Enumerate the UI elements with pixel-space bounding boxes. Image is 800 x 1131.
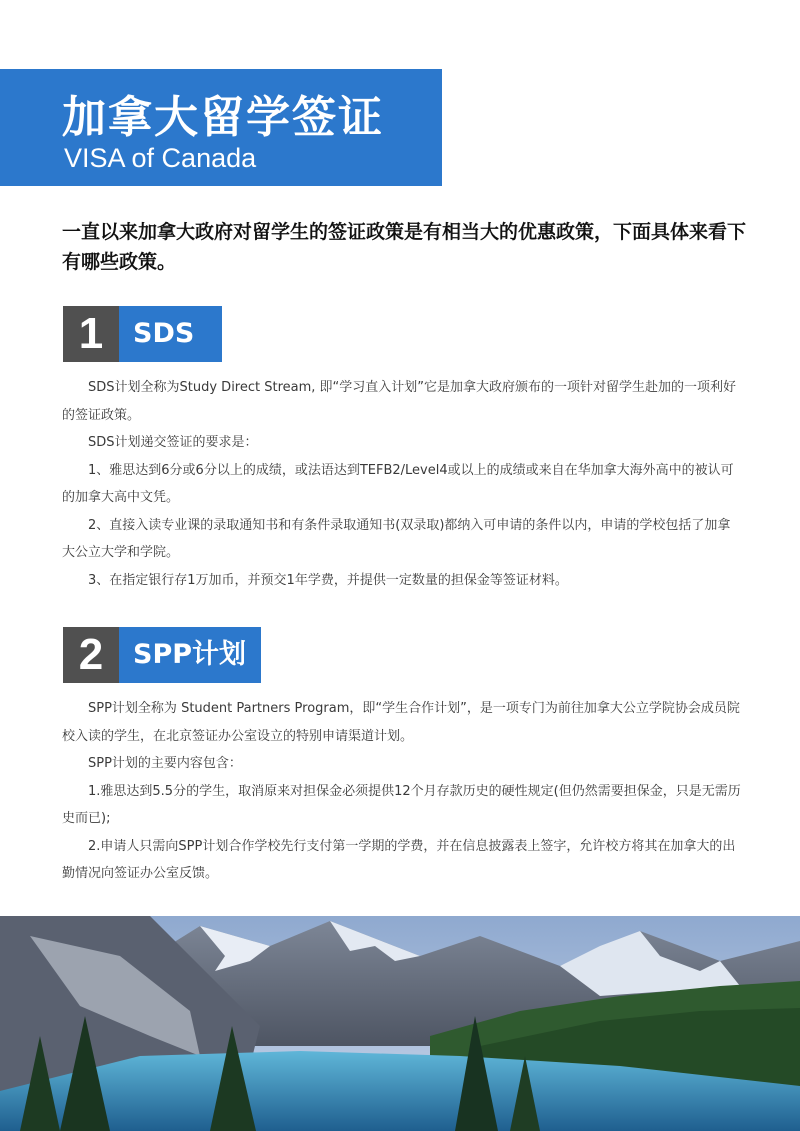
section-body-sds [62, 374, 742, 594]
intro-text: 一直以来加拿大政府对留学生的签证政策是有相当大的优惠政策，下面具体来看下有哪些政策。 [62, 221, 747, 273]
landscape-photo [0, 916, 800, 1131]
paragraph: 2、直接入读专业课的录取通知书和有条件录取通知书(双录取)都纳入可申请的条件以内，申请的学校包括了加拿大公立大学和学院。 [62, 517, 731, 560]
section-label: SDS [119, 306, 222, 362]
section-body-spp [62, 695, 742, 888]
paragraph: 1、雅思达到6分或6分以上的成绩，或法语达到TEFB2/Level4或以上的成绩或来自在华加拿大海外高中的被认可的加拿大高中文凭。 [62, 462, 734, 505]
title-banner [0, 69, 442, 186]
page-title: 加拿大留学签证 [62, 92, 384, 143]
section-heading-spp [63, 627, 261, 683]
paragraph: 3、在指定银行存1万加币，并预交1年学费，并提供一定数量的担保金等签证材料。 [88, 572, 568, 588]
section-number: 2 [63, 627, 119, 683]
section-number: 1 [63, 306, 119, 362]
paragraph: SPP计划的主要内容包含： [88, 756, 242, 771]
mountain-lake-illustration [0, 916, 800, 1131]
paragraph: SPP计划全称为 Student Partners Program，即“学生合作计划”，是一项专门为前往加拿大公立学院协会成员院校入读的学生，在北京签证办公室设立的特别申请渠道计划。 [62, 701, 740, 744]
page-subtitle: VISA of Canada [64, 143, 257, 173]
section-label: SPP计划 [119, 627, 261, 683]
paragraph: SDS计划全称为Study Direct Stream, 即“学习直入计划”它是加拿大政府颁布的一项针对留学生赴加的一项利好的签证政策。 [62, 380, 737, 423]
paragraph: 1.雅思达到5.5分的学生，取消原来对担保金必须提供12个月存款历史的硬性规定(但仍然需要担保金，只是无需历史而已); [62, 783, 741, 826]
paragraph: SDS计划递交签证的要求是： [88, 435, 258, 450]
section-heading-sds [63, 306, 222, 362]
paragraph: 2.申请人只需向SPP计划合作学校先行支付第一学期的学费，并在信息披露表上签字，允许校方将其在加拿大的出勤情况向签证办公室反馈。 [62, 838, 736, 881]
